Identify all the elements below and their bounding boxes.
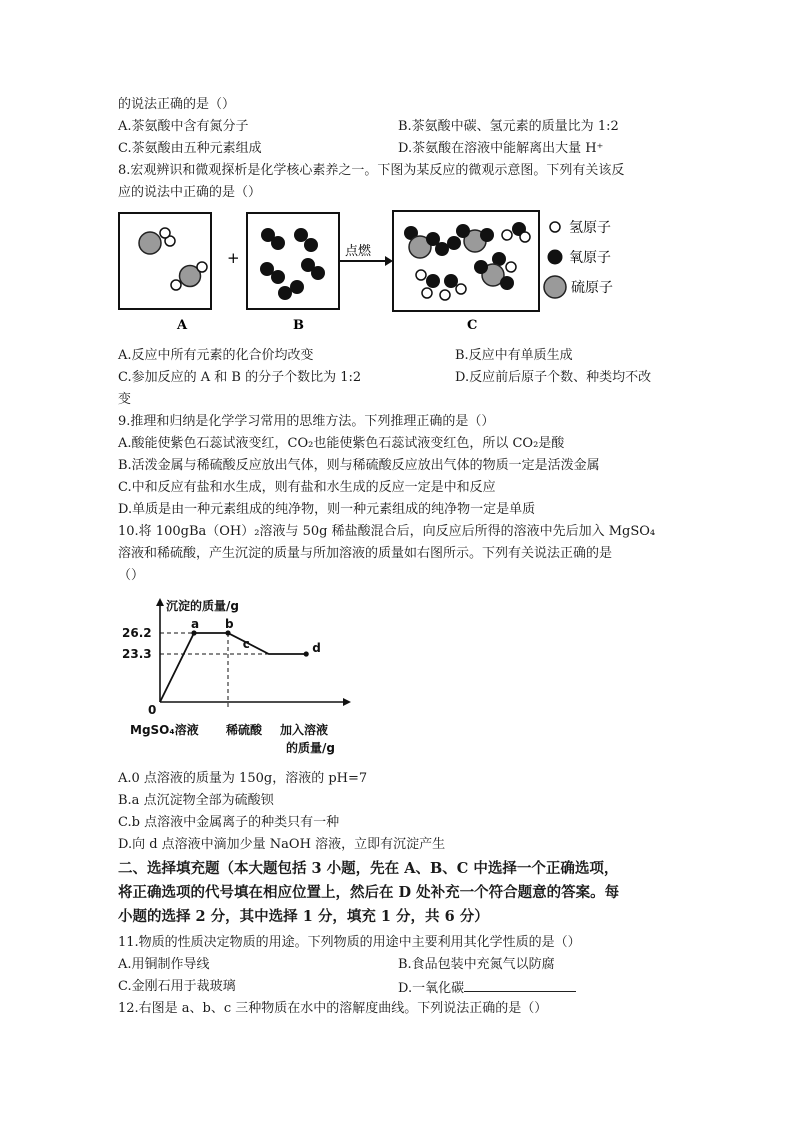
region-label-h2so4: 稀硫酸: [226, 723, 263, 737]
point-label-d: d: [312, 641, 321, 655]
q7-option-a: A.茶氨酸中含有氮分子: [118, 119, 249, 134]
q11-option-d-text: D.一氧化碳: [398, 981, 465, 996]
q10-stem-line2: 溶液和稀硫酸，产生沉淀的质量与所加溶液的质量如右图所示。下列有关说法正确的是: [118, 546, 613, 561]
section2-title-line1: 二、选择填充题（本大题包括 3 小题，先在 A、B、C 中选择一个正确选项，: [118, 860, 619, 877]
point-label-c: c: [242, 637, 250, 651]
q7-stem-tail: 的说法正确的是（）: [118, 97, 236, 112]
oxygen-atom-icon: [548, 250, 563, 265]
q9-option-d: D.单质是由一种元素组成的纯净物，则一种元素组成的纯净物一定是单质: [118, 502, 536, 517]
q10-option-d: D.向 d 点溶液中滴加少量 NaOH 溶液，立即有沉淀产生: [118, 837, 446, 852]
q12-stem: 12.右图是 a、b、c 三种物质在水中的溶解度曲线。下列说法正确的是（）: [118, 1001, 548, 1016]
x-axis-arrow: [343, 698, 351, 706]
q7-option-b: B.茶氨酸中碳、氢元素的质量比为 1:2: [398, 119, 619, 134]
section2-title-line2: 将正确选项的代号填在相应位置上，然后在 D 处补充一个符合题意的答案。每: [118, 884, 620, 901]
q11-option-d: [398, 978, 576, 998]
point-label-b: b: [225, 617, 234, 631]
q11-option-a: A.用铜制作导线: [118, 957, 210, 972]
molecule-h2s-1: [139, 228, 175, 254]
point-a: [191, 630, 196, 635]
arrow-label: 点燃: [345, 244, 372, 259]
region-label-mgso4: MgSO₄溶液: [130, 723, 199, 737]
q10-option-a: A.0 点溶液的质量为 150g，溶液的 pH=7: [118, 771, 368, 786]
q8-option-c: C.参加反应的 A 和 B 的分子个数比为 1:2: [118, 370, 362, 385]
label-b: B: [293, 318, 304, 333]
q11-answer-blank[interactable]: [464, 978, 576, 992]
point-b: [225, 630, 230, 635]
q7-option-d: D.茶氨酸在溶液中能解离出大量 H⁺: [398, 141, 604, 156]
q10-stem-line3: （）: [118, 568, 145, 583]
q9-stem: 9.推理和归纳是化学学习常用的思维方法。下列推理正确的是（）: [118, 414, 495, 429]
x-axis-label-line1: 加入溶液: [280, 723, 329, 737]
q10-option-c: C.b 点溶液中金属离子的种类只有一种: [118, 815, 340, 830]
y-tick-label-0: 26.2: [122, 626, 152, 640]
q9-option-a: A.酸能使紫色石蕊试液变红，CO₂也能使紫色石蕊试液变红色，所以 CO₂是酸: [118, 436, 565, 451]
q8-option-d: D.反应前后原子个数、种类均不改: [455, 370, 652, 385]
box-b: [247, 213, 339, 309]
y-tick-label-1: 23.3: [122, 647, 152, 661]
q8-option-b: B.反应中有单质生成: [455, 348, 573, 363]
legend-hydrogen: 氢原子: [569, 220, 611, 236]
y-axis-label: 沉淀的质量/g: [166, 599, 239, 613]
reaction-diagram: [115, 205, 675, 340]
legend: [544, 220, 613, 298]
product-molecules: [404, 222, 530, 300]
point-d: [304, 651, 309, 656]
precipitate-chart: [122, 590, 368, 760]
x-axis-label-line2: 的质量/g: [286, 741, 335, 755]
q9-option-b: B.活泼金属与稀硫酸反应放出气体，则与稀硫酸反应放出气体的物质一定是活泼金属: [118, 458, 600, 473]
hydrogen-atom-icon: [550, 222, 560, 232]
q10-option-b: B.a 点沉淀物全部为硫酸钡: [118, 793, 274, 808]
q8-stem-line2: 应的说法中正确的是（）: [118, 185, 262, 200]
legend-oxygen: 氧原子: [569, 250, 611, 266]
label-a: A: [177, 318, 188, 333]
series-line: [160, 633, 306, 702]
plus-sign: +: [227, 249, 240, 267]
point-label-a: a: [191, 617, 200, 631]
q9-option-c: C.中和反应有盐和水生成，则有盐和水生成的反应一定是中和反应: [118, 480, 496, 495]
q11-option-c: C.金刚石用于裁玻璃: [118, 979, 236, 994]
sulfur-atom-icon: [544, 276, 566, 298]
q11-stem: 11.物质的性质决定物质的用途。下列物质的用途中主要利用其化学性质的是（）: [118, 935, 581, 950]
molecule-h2s-2: [171, 262, 207, 290]
q11-option-b: B.食品包装中充氮气以防腐: [398, 957, 555, 972]
q7-option-c: C.茶氨酸由五种元素组成: [118, 141, 262, 156]
section2-title-line3: 小题的选择 2 分，其中选择 1 分，填充 1 分，共 6 分）: [118, 908, 489, 925]
q8-stem-line1: 8.宏观辨识和微观探析是化学核心素养之一。下图为某反应的微观示意图。下列有关该反: [118, 163, 625, 178]
q10-stem-line1: 10.将 100gBa（OH）₂溶液与 50g 稀盐酸混合后，向反应后所得的溶液中先后加入 MgSO₄: [118, 524, 656, 539]
legend-sulfur: 硫原子: [571, 280, 613, 296]
q8-option-d-cont: 变: [118, 392, 132, 407]
origin-label: 0: [148, 703, 157, 717]
oxygen-molecules: [260, 228, 325, 300]
y-axis-arrow: [156, 598, 164, 606]
label-c: C: [467, 318, 478, 333]
q8-option-a: A.反应中所有元素的化合价均改变: [118, 348, 314, 363]
